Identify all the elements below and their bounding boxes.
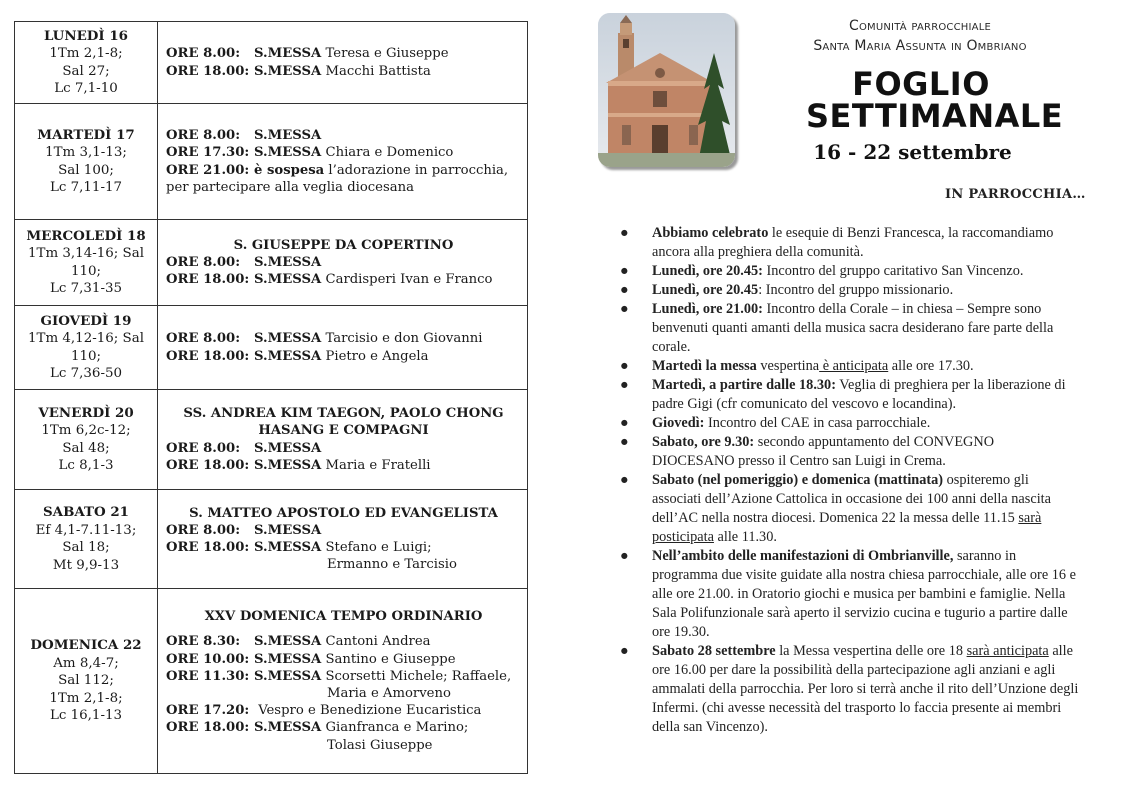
- bullet-icon: ●: [620, 472, 629, 488]
- news-bold: Martedì, a partire dalle 18.30:: [652, 377, 836, 393]
- day-name: SABATO 21: [43, 504, 129, 520]
- weekly-schedule-table: [14, 21, 528, 774]
- community-name: [765, 16, 1075, 56]
- service-type: S.MESSA: [254, 440, 322, 456]
- news-text: la Messa vespertina delle ore 18: [775, 643, 967, 659]
- reading-ref: 110;: [70, 348, 102, 364]
- service-time: ORE 18.00:: [166, 540, 250, 555]
- news-text: Incontro del gruppo caritativo San Vincenzo.: [762, 263, 1024, 279]
- reading-ref: 1Tm 3,14-16; Sal: [28, 246, 144, 261]
- reading-ref: Ef 4,1-7.11-13;: [35, 522, 137, 538]
- reading-ref: Lc 7,31-35: [49, 281, 123, 296]
- service-time: ORE 8.00:: [166, 46, 241, 62]
- service-note: per partecipare alla veglia diocesana: [166, 179, 414, 195]
- service-intention: Cantoni Andrea: [321, 634, 431, 650]
- reading-ref: Lc 8,1-3: [58, 458, 114, 473]
- news-underlined: sarà anticipata: [966, 643, 1049, 659]
- service-time: ORE 8.00:: [166, 440, 241, 456]
- news-text: vespertina: [756, 358, 820, 374]
- reading-ref: 1Tm 2,1-8;: [49, 46, 123, 61]
- service-intention: Pietro e Angela: [321, 348, 429, 364]
- reading-ref: Sal 48;: [62, 440, 110, 456]
- reading-ref: 1Tm 3,1-13;: [45, 145, 127, 160]
- news-bold: Giovedì:: [652, 415, 705, 431]
- section-heading: IN PARROCCHIA…: [945, 187, 1086, 202]
- news-item: [620, 262, 1080, 281]
- services-cell: [158, 490, 528, 589]
- services-cell: [158, 589, 528, 774]
- service-intention-cont: Ermanno e Tarcisio: [327, 557, 457, 573]
- service-line: [166, 63, 527, 80]
- service-intention: Chiara e Domenico: [321, 145, 454, 161]
- service-intention: Santino e Giuseppe: [321, 651, 456, 667]
- news-text: alle 11.30.: [713, 529, 777, 545]
- day-cell: [15, 104, 158, 220]
- service-time: ORE 18.00:: [166, 348, 250, 364]
- reading-ref: 110;: [70, 263, 102, 279]
- schedule-row: [15, 220, 528, 306]
- feast-title: XXV DOMENICA TEMPO ORDINARIO: [204, 609, 483, 625]
- bullet-icon: ●: [620, 415, 629, 431]
- news-text: Veglia di preghiera per la liberazione di padre Gigi (cfr comunicato del vescovo e locandina).: [652, 377, 1066, 412]
- newsletter-title: [806, 65, 1064, 135]
- reading-ref: Lc 7,11-17: [49, 180, 123, 195]
- service-line: [166, 702, 527, 719]
- service-type: S.MESSA: [254, 254, 322, 270]
- service-line: [166, 144, 527, 161]
- reading-ref: Lc 7,1-10: [54, 81, 118, 96]
- service-type: S.MESSA: [254, 348, 322, 364]
- service-line: [166, 348, 527, 365]
- reading-ref: Mt 9,9-13: [52, 557, 120, 573]
- reading-ref: 1Tm 4,12-16; Sal: [28, 331, 144, 346]
- day-name: MARTEDÌ 17: [37, 126, 135, 143]
- news-item: [620, 642, 1080, 737]
- service-type: S.MESSA: [254, 272, 322, 288]
- news-item: [620, 300, 1080, 357]
- service-time: ORE 8.00:: [166, 128, 241, 144]
- news-bold: Lunedì, ore 20.45:: [652, 263, 763, 279]
- service-time: ORE 18.00:: [166, 272, 250, 288]
- service-time: ORE 10.00:: [166, 651, 250, 667]
- spacer: [166, 625, 527, 633]
- news-item: [620, 376, 1080, 414]
- service-intention-cont: Tolasi Giuseppe: [327, 737, 433, 753]
- service-type: S.MESSA: [254, 145, 322, 161]
- service-line: [166, 539, 527, 556]
- bullet-icon: ●: [620, 282, 629, 298]
- news-text: alle ore 17.30.: [888, 358, 974, 374]
- service-type: S.MESSA: [254, 128, 322, 144]
- reading-ref: Sal 27;: [62, 63, 110, 79]
- reading-ref: Sal 112;: [58, 673, 114, 689]
- news-text: Incontro della Corale – in chiesa – Sempre sono benvenuti quanti amanti della musica sacra desiderano fare parte della corale.: [652, 301, 1054, 355]
- day-cell: [15, 390, 158, 490]
- schedule-row: [15, 589, 528, 774]
- day-cell: [15, 490, 158, 589]
- service-type: S.MESSA: [254, 63, 322, 79]
- schedule-row: [15, 22, 528, 104]
- service-time: ORE 17.20:: [166, 703, 250, 719]
- reading-ref: 1Tm 6,2c-12;: [41, 423, 131, 438]
- day-name: DOMENICA 22: [30, 637, 142, 654]
- feast-title: SS. ANDREA KIM TAEGON, PAOLO CHONG HASANG E COMPAGNI: [183, 406, 504, 439]
- service-time: ORE 8.00:: [166, 254, 241, 270]
- news-bold: Nell’ambito delle manifestazioni di Ombrianville,: [652, 548, 954, 564]
- community-line-2: Santa Maria Assunta in Ombriano: [813, 38, 1027, 54]
- news-underlined: sarà posticipata: [652, 510, 1042, 545]
- service-type: S.MESSA: [254, 720, 322, 736]
- news-bold: Sabato, ore 9.30:: [652, 434, 755, 450]
- news-item: [620, 224, 1080, 262]
- service-line: [166, 45, 527, 62]
- reading-ref: Sal 100;: [58, 162, 114, 178]
- service-line: [166, 162, 527, 179]
- bullet-icon: ●: [620, 263, 629, 279]
- schedule-row: [15, 390, 528, 490]
- services-cell: [158, 104, 528, 220]
- service-intention: Cardisperi Ivan e Franco: [321, 272, 493, 288]
- news-text: ospiteremo gli associati dell’Azione Cattolica in occasione dei 100 anni della nascita dell’AC nella nostra diocesi. Domenica 22 la messa delle 11.15: [652, 472, 1051, 526]
- news-text: : Incontro del gruppo missionario.: [758, 282, 954, 298]
- reading-ref: 1Tm 2,1-8;: [49, 690, 123, 706]
- news-bold: Sabato 28 settembre: [652, 643, 776, 659]
- service-type: S.MESSA: [254, 668, 322, 684]
- service-line: [166, 271, 527, 288]
- service-intention: Gianfranca e Marino;: [321, 720, 469, 736]
- week-dates: 16 - 22 settembre: [813, 140, 1012, 164]
- news-bold: Lunedì, ore 20.45: [652, 282, 759, 298]
- news-text: saranno in programma due visite guidate alla nostra chiesa parrocchiale, alle ore 16 e alle ore 21.00. in Oratorio giochi e musica per bambini e famiglie. Nella Sala Polifunzionale sarà aperto il servizio cucina e tugurio a partire dalle ore 19.30.: [652, 548, 1076, 640]
- news-text: alle ore 16.00 per dare la possibilità della partecipazione agli anziani e agli ammalati della parrocchia. Per loro si terrà anche il rito dell’Unzione degli Infermi. (chi avesse necessità del trasporto lo faccia presente ai membri della san Vincenzo).: [652, 643, 1079, 735]
- community-line-1: Comunità parrocchiale: [848, 18, 991, 34]
- title-line-1: FOGLIO: [852, 65, 990, 103]
- service-intention: Vespro e Benedizione Eucaristica: [254, 703, 482, 719]
- service-line: [166, 440, 527, 457]
- service-time: ORE 17.30:: [166, 145, 250, 161]
- day-cell: [15, 589, 158, 774]
- reading-ref: Lc 7,36-50: [49, 366, 123, 381]
- title-line-2: SETTIMANALE: [806, 97, 1064, 135]
- schedule-body: [15, 22, 528, 774]
- news-item: [620, 281, 1080, 300]
- schedule-row: [15, 490, 528, 589]
- schedule-row: [15, 306, 528, 390]
- day-cell: [15, 22, 158, 104]
- bullet-icon: ●: [620, 225, 629, 241]
- service-line: [166, 254, 527, 271]
- parish-news-list: [620, 224, 1080, 737]
- services-cell: [158, 22, 528, 104]
- news-bold: Sabato (nel pomeriggio) e domenica (mattinata): [652, 472, 944, 488]
- service-intention: Maria e Fratelli: [321, 457, 431, 473]
- news-underlined: è anticipata: [819, 358, 889, 374]
- service-type: S.MESSA: [254, 634, 322, 650]
- bullet-icon: ●: [620, 643, 629, 659]
- service-time: ORE 18.00:: [166, 457, 250, 473]
- day-cell: [15, 306, 158, 390]
- news-bold: Martedì la messa: [652, 358, 757, 374]
- services-cell: [158, 390, 528, 490]
- service-line: [166, 522, 527, 539]
- services-cell: [158, 220, 528, 306]
- service-time: ORE 21.00:: [166, 162, 250, 178]
- service-intention: Tarcisio e don Giovanni: [321, 331, 483, 347]
- service-line: [166, 651, 527, 668]
- service-time: ORE 18.00:: [166, 720, 250, 736]
- service-type: S.MESSA: [254, 540, 322, 555]
- service-intention: Teresa e Giuseppe: [321, 46, 449, 62]
- news-item: [620, 433, 1080, 471]
- feast-title: S. MATTEO APOSTOLO ED EVANGELISTA: [189, 505, 498, 521]
- day-name: VENERDÌ 20: [38, 404, 134, 421]
- service-line: [166, 330, 527, 347]
- reading-ref: Am 8,4-7;: [53, 655, 119, 671]
- service-intention-cont: Maria e Amorveno: [327, 686, 451, 701]
- news-bold: Lunedì, ore 21.00:: [652, 301, 763, 317]
- service-type: S.MESSA: [254, 457, 322, 473]
- service-intention: Macchi Battista: [321, 63, 431, 79]
- bullet-icon: ●: [620, 377, 629, 393]
- news-bold: Abbiamo celebrato: [652, 225, 769, 241]
- service-intention: l’adorazione in parrocchia,: [324, 162, 509, 178]
- news-text: le esequie di Benzi Francesca, la raccomandiamo ancora alla preghiera della comunità.: [652, 225, 1054, 260]
- news-item: [620, 414, 1080, 433]
- service-type: è sospesa: [254, 162, 325, 178]
- bullet-icon: ●: [620, 548, 629, 564]
- reading-ref: Sal 18;: [62, 540, 110, 555]
- service-line: [166, 457, 527, 474]
- service-time: ORE 11.30:: [166, 668, 250, 684]
- service-type: S.MESSA: [254, 651, 322, 667]
- day-name: GIOVEDÌ 19: [40, 312, 132, 329]
- service-intention: Stefano e Luigi;: [321, 540, 432, 555]
- service-line: [166, 127, 527, 144]
- service-line: [166, 633, 527, 650]
- service-time: ORE 8.00:: [166, 331, 241, 347]
- bullet-icon: ●: [620, 301, 629, 317]
- bullet-icon: ●: [620, 434, 629, 450]
- bullet-icon: ●: [620, 358, 629, 374]
- day-cell: [15, 220, 158, 306]
- news-item: [620, 471, 1080, 547]
- service-type: S.MESSA: [254, 331, 322, 347]
- day-name: MERCOLEDÌ 18: [26, 227, 146, 244]
- service-type: S.MESSA: [254, 46, 322, 62]
- news-text: secondo appuntamento del CONVEGNO DIOCESANO presso il Centro san Luigi in Crema.: [652, 434, 995, 469]
- church-photo: [598, 13, 735, 167]
- service-line: [166, 719, 527, 736]
- service-time: ORE 8.30:: [166, 634, 241, 650]
- service-intention: Scorsetti Michele; Raffaele,: [321, 668, 512, 684]
- services-cell: [158, 306, 528, 390]
- service-type: S.MESSA: [254, 522, 322, 538]
- feast-title: S. GIUSEPPE DA COPERTINO: [233, 237, 454, 253]
- reading-ref: Lc 16,1-13: [49, 708, 123, 724]
- news-text: Incontro del CAE in casa parrocchiale.: [704, 415, 931, 431]
- church-illustration: [598, 13, 735, 167]
- day-name: LUNEDÌ 16: [44, 27, 128, 44]
- news-item: [620, 357, 1080, 376]
- service-time: ORE 8.00:: [166, 522, 241, 538]
- news-item: [620, 547, 1080, 642]
- schedule-row: [15, 104, 528, 220]
- service-line: [166, 668, 527, 685]
- service-time: ORE 18.00:: [166, 63, 250, 79]
